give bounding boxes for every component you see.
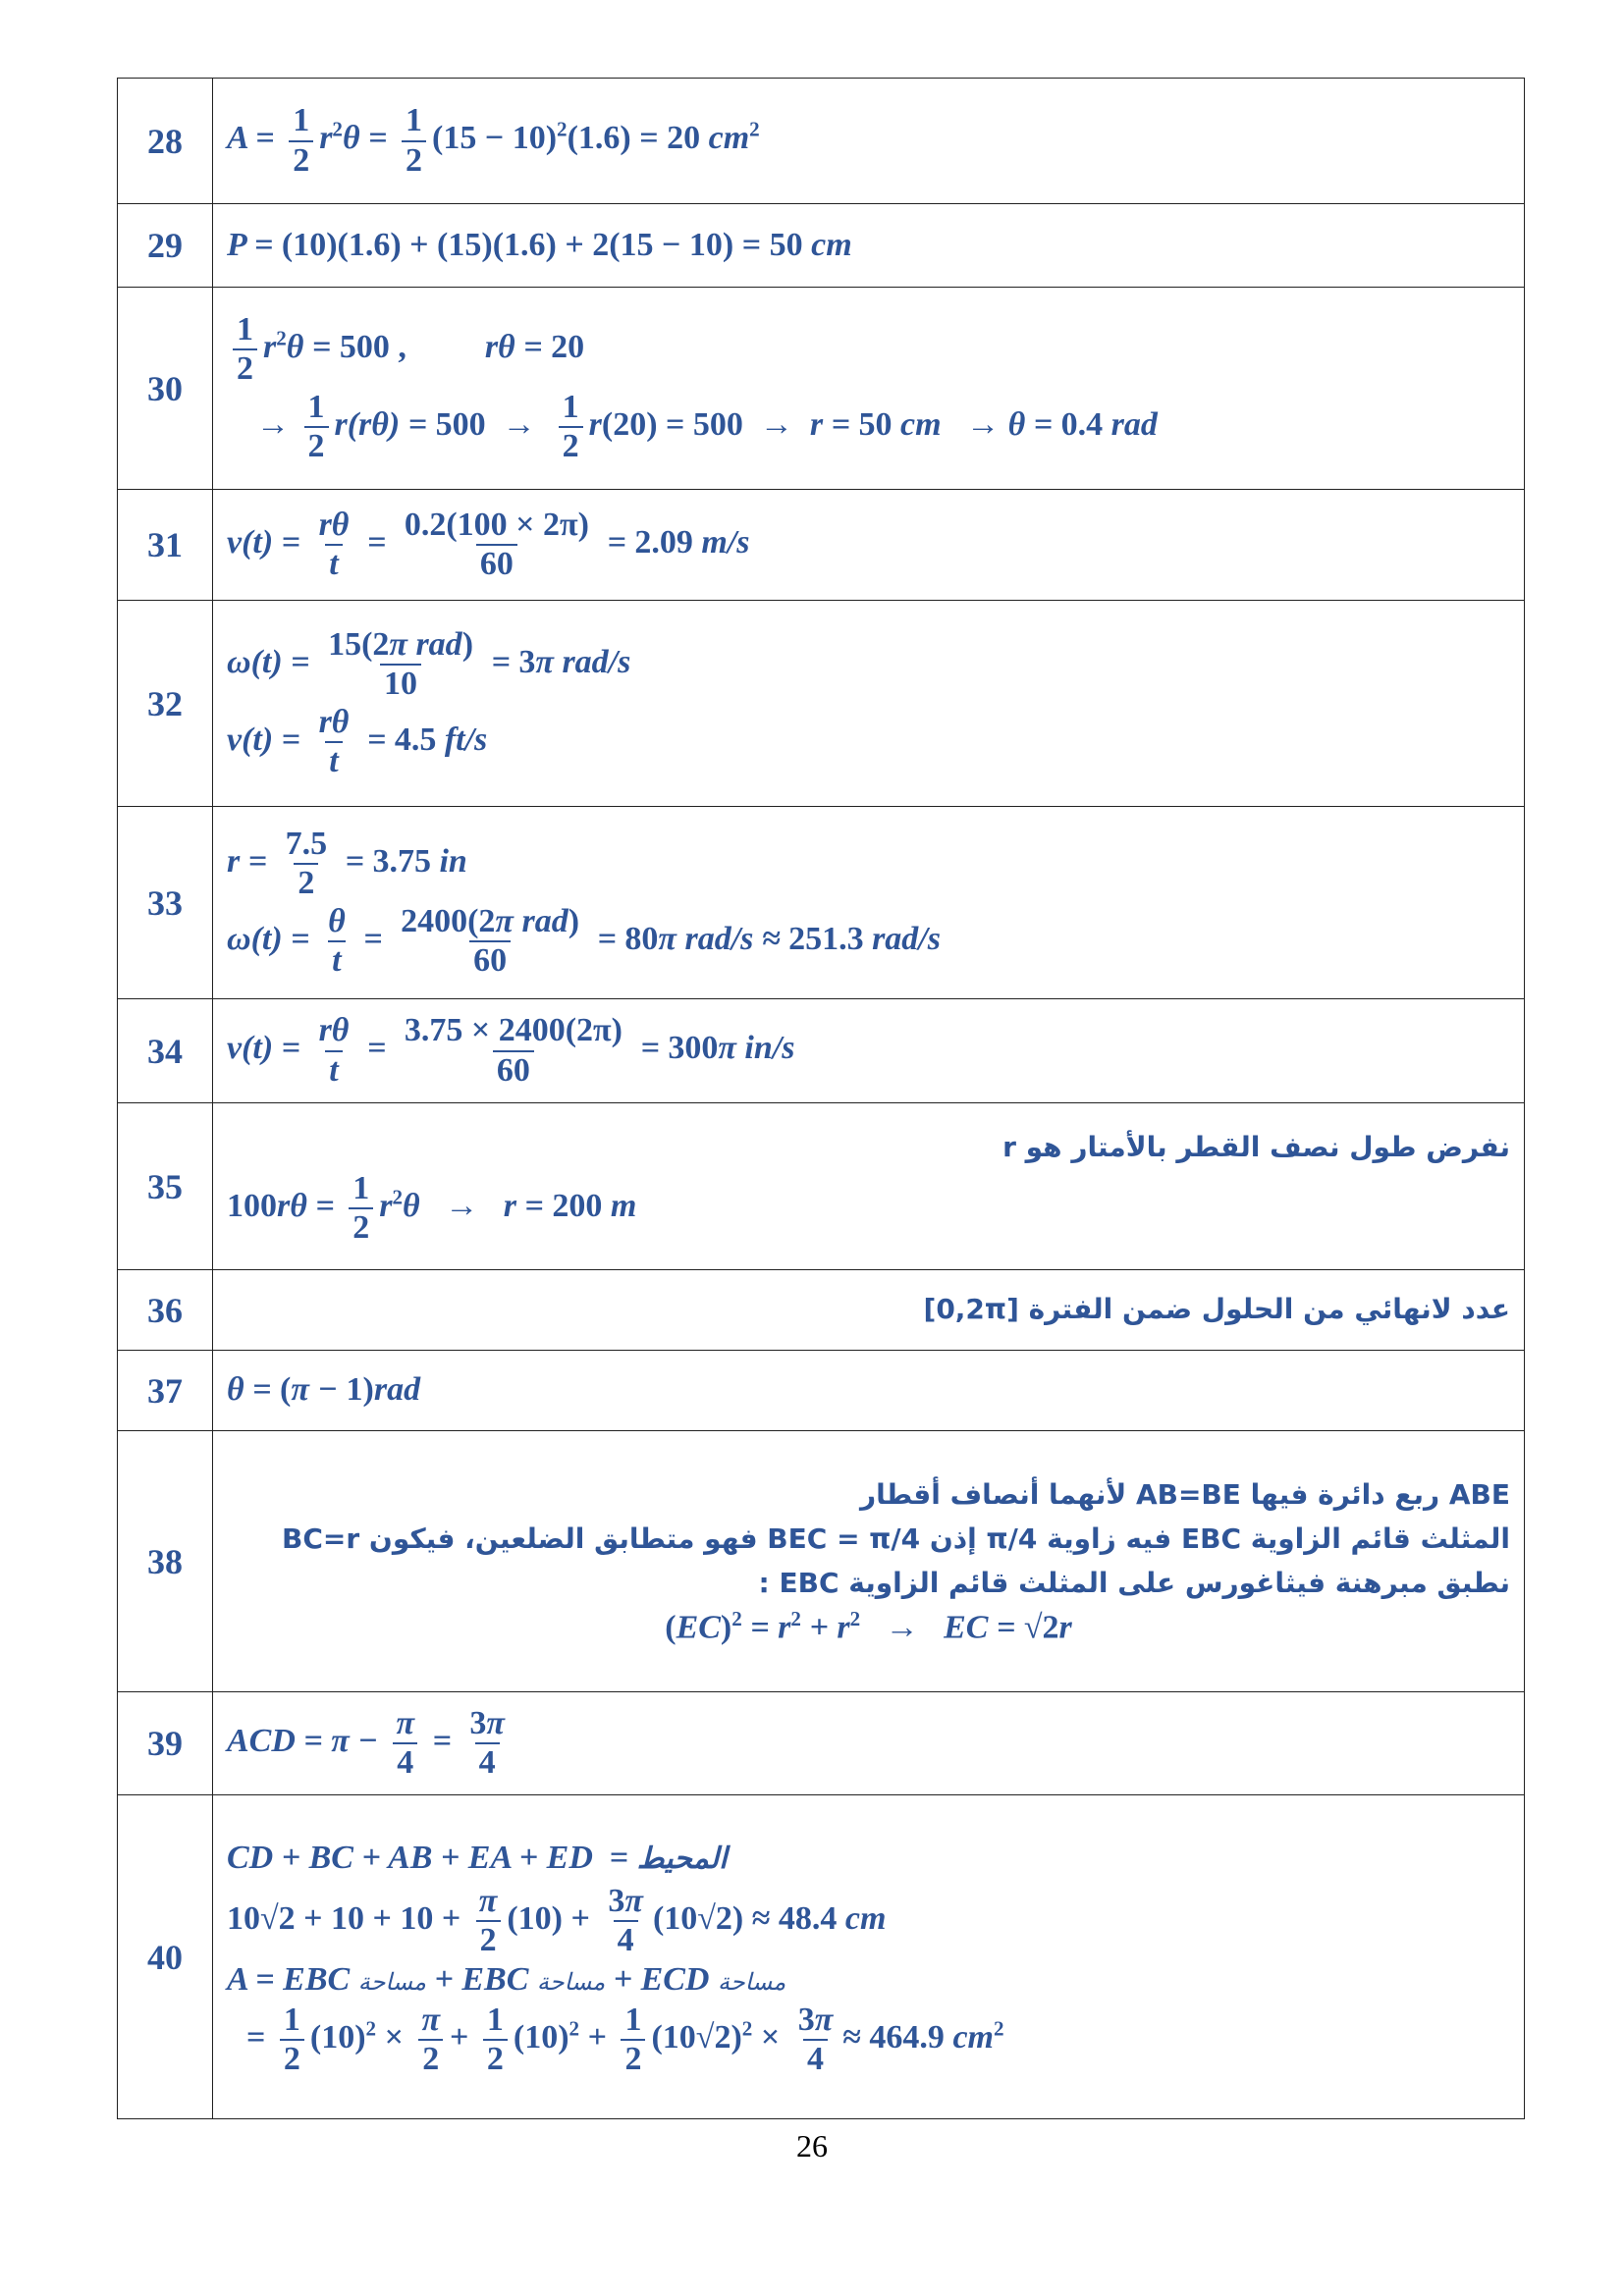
table-row: [118, 1351, 1525, 1431]
row-number: 36: [118, 1270, 213, 1351]
row-content: [213, 288, 1525, 490]
row-content: [213, 1103, 1525, 1270]
equation: r = $\frac{7.5}{2}$ = 3.75 in: [227, 826, 467, 902]
row-content: [213, 1692, 1525, 1795]
equation: v(t) = $\frac{r\theta}{t}$ = 4.5 ft/s: [227, 703, 488, 779]
row-content: [213, 601, 1525, 807]
row-content: [213, 807, 1525, 999]
equation: $\frac{1}{2}$ $r^2\theta = 500$ , rθ = 20: [227, 311, 1510, 388]
table-row: [118, 1431, 1525, 1692]
page-number: 26: [796, 2128, 828, 2163]
row-number: 34: [118, 999, 213, 1103]
row-number: 30: [118, 288, 213, 490]
row-number: 39: [118, 1692, 213, 1795]
arabic-note: عدد لانهائي من الحلول ضمن الفترة [0,2π]: [923, 1293, 1510, 1326]
table-row: [118, 204, 1525, 288]
equation: v(t) = $\frac{r\theta}{t}$ = $\frac{3.75 \times 2400(2\pi)}{60}$ = 300π in/s: [227, 1012, 795, 1089]
row-content: [213, 204, 1525, 288]
row-content: [213, 490, 1525, 601]
equation: ACD = π − $\frac{\pi}{4}$ = $\frac{3\pi}{4}$: [227, 1704, 505, 1781]
table-row: [118, 999, 1525, 1103]
table-row: [118, 807, 1525, 999]
arabic-note: نطبق مبرهنة فيثاغورس على المثلث قائم الزاوية EBC :: [758, 1566, 1510, 1599]
row-content: [213, 999, 1525, 1103]
area-label: مساحة: [718, 1968, 786, 1997]
equation: → $\frac{1}{2}$ r(rθ) = 500 → $\frac{1}{2}$ r(20) = 500 → r = 50 cm → θ = 0.4 rad: [256, 388, 1158, 464]
row-number: 38: [118, 1431, 213, 1692]
equation: A = EBC مساحة + EBC مساحة + ECD مساحة: [227, 1961, 786, 1999]
solutions-table: [117, 78, 1525, 2119]
perimeter-label: المحيط: [636, 1842, 728, 1877]
table-row: [118, 1103, 1525, 1270]
equation: = $\frac{1}{2}$ $(10)^2$ × $\frac{\pi}{2}$ + $\frac{1}{2}$ $(10)^2$ + $\frac{1}{2}$ $(10√2)^2$ × $\frac{3\pi}{4}$ ≈ 464.9 $cm^2$: [246, 2001, 1004, 2077]
arabic-note: ABE ربع دائرة فيها AB=BE لأنهما أنصاف أقطار: [859, 1478, 1510, 1512]
equation: P = (10)(1.6) + (15)(1.6) + 2(15 − 10) = 50 cm: [227, 226, 852, 263]
arabic-note: نفرض طول نصف القطر بالأمتار هو r: [1002, 1131, 1510, 1164]
row-content: [213, 1795, 1525, 2119]
row-number: 37: [118, 1351, 213, 1431]
table-row: [118, 490, 1525, 601]
equation: ω(t) = 15(2π rad) 10 = 3π rad/s: [227, 626, 631, 703]
area-label: مساحة: [536, 1968, 606, 1997]
row-number: 35: [118, 1103, 213, 1270]
equation: A = $\frac{1}{2}$ $r^2\theta$ = $\frac{1}{2}$ $(15 - 10)^2(1.6) = 20$ $cm^2$: [227, 102, 760, 179]
table-row: [118, 1795, 1525, 2119]
row-number: 40: [118, 1795, 213, 2119]
row-content: [213, 1270, 1525, 1351]
equation: 10√2 + 10 + 10 + $\frac{\pi}{2}$ (10) + $\frac{3\pi}{4}$ (10√2) ≈ 48.4 cm: [227, 1883, 887, 1959]
row-number: 32: [118, 601, 213, 807]
row-content: [213, 79, 1525, 204]
row-number: 31: [118, 490, 213, 601]
equation: v(t) = $\frac{r\theta}{t}$ = $\frac{0.2(100 \times 2\pi)}{60}$ = 2.09 m/s: [227, 506, 750, 582]
row-number: 29: [118, 204, 213, 288]
table-row: [118, 1270, 1525, 1351]
table-row: [118, 601, 1525, 807]
equation: CD + BC + AB + EA + ED = المحيط: [227, 1840, 728, 1877]
equation: 100rθ = $\frac{1}{2}$ $r^2\theta \to r = 200$ m: [227, 1169, 637, 1246]
arabic-note: المثلث قائم الزاوية EBC فيه زاوية π/4 إذن BEC = π/4 فهو متطابق الضلعين، فيكون BC=r: [282, 1522, 1510, 1556]
row-content: [213, 1351, 1525, 1431]
table-row: [118, 1692, 1525, 1795]
table-row: [118, 288, 1525, 490]
row-number: 28: [118, 79, 213, 204]
solutions-table-container: [117, 78, 1525, 2119]
equation: θ = (π − 1)rad: [227, 1371, 421, 1409]
area-label: مساحة: [357, 1968, 426, 1997]
equation: $(EC)^2 = r^2 + r^2$ → EC = √2r: [665, 1606, 1072, 1646]
row-number: 33: [118, 807, 213, 999]
equation: ω(t) = $\frac{\theta}{t}$ = 2400(2π rad) 60 = 80π rad/s ≈ 251.3 rad/s: [227, 902, 941, 979]
table-row: [118, 79, 1525, 204]
row-content: [213, 1431, 1525, 1692]
